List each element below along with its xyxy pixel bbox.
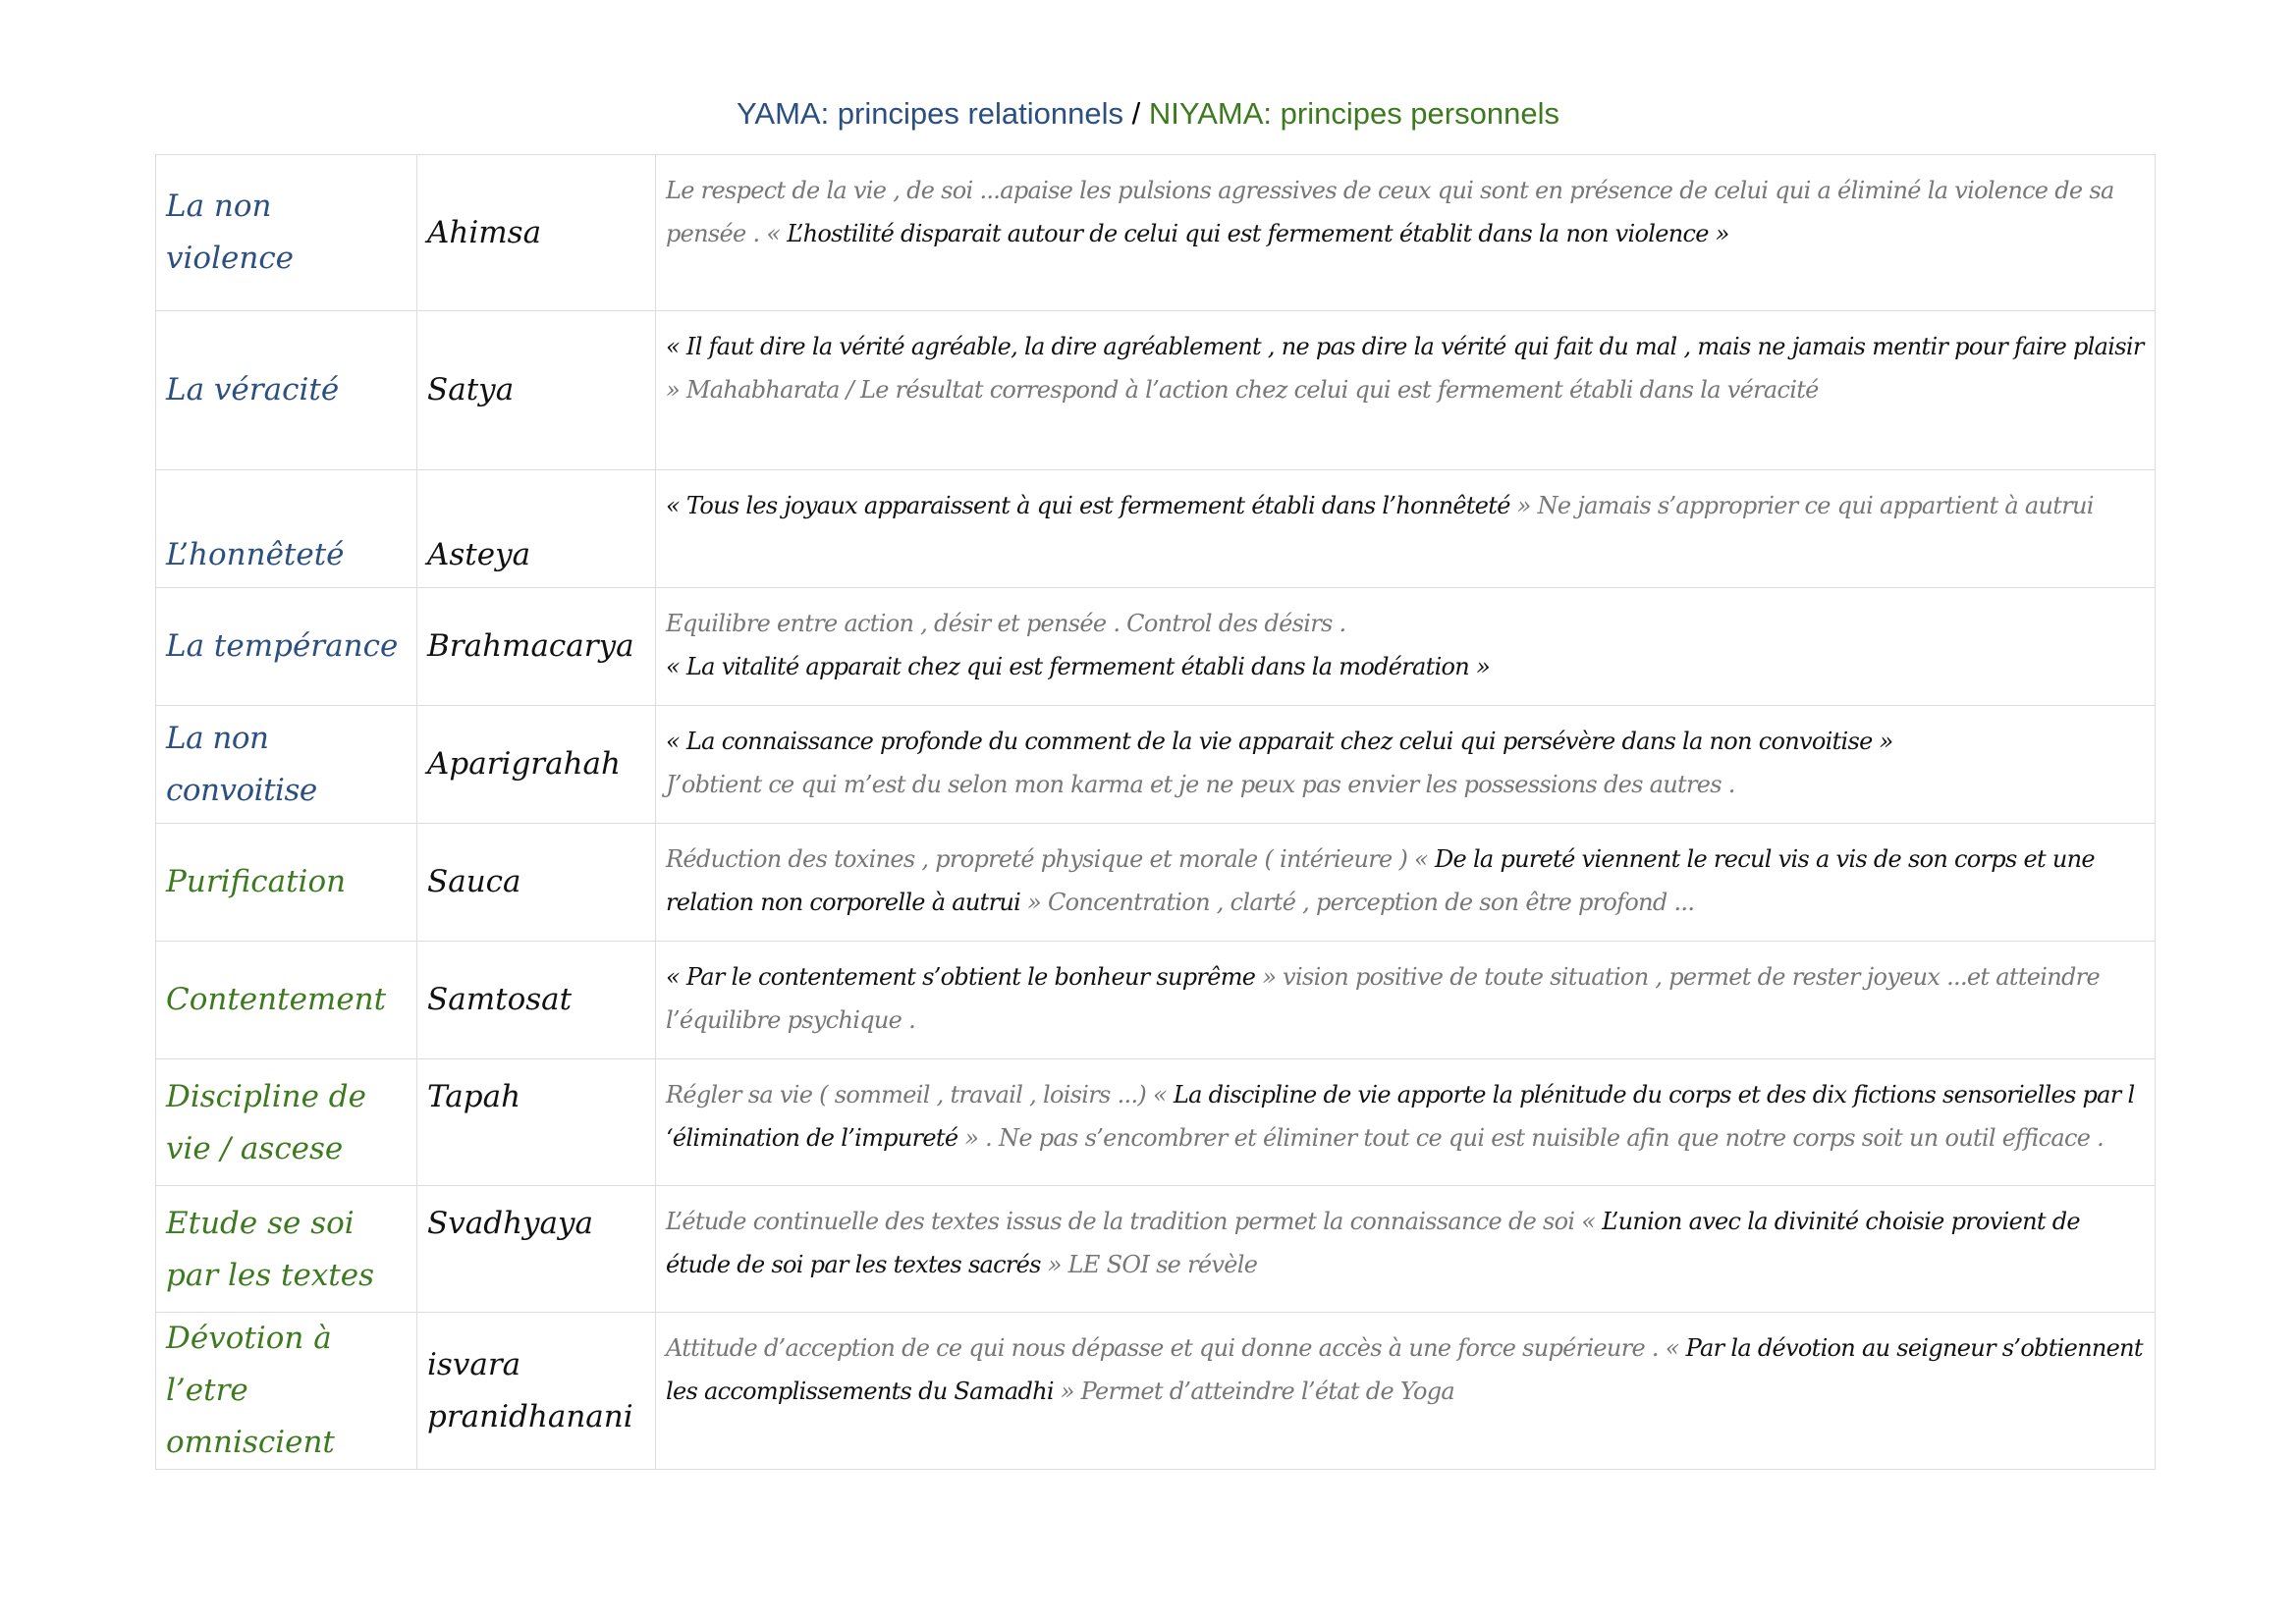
- description-commentary: » Ne jamais s’approprier ce qui appartient à autrui: [1509, 492, 2094, 519]
- principles-table: [155, 154, 2156, 1470]
- description-commentary: » Mahabharata / Le résultat correspond à l’action chez celui qui est fermement établi dans la véracité: [666, 376, 1819, 404]
- principle-sanskrit-name: Ahimsa: [417, 155, 656, 311]
- principle-description: [656, 311, 2156, 470]
- table-row: [156, 706, 2156, 824]
- principle-description: [656, 470, 2156, 588]
- description-commentary: » . Ne pas s’encombrer et éliminer tout ce qui est nuisible afin que notre corps soit un outil efficace .: [957, 1124, 2105, 1152]
- principle-description: [656, 706, 2156, 824]
- table-row: [156, 470, 2156, 588]
- description-commentary: L’étude continuelle des textes issus de la tradition permet la connaissance de soi «: [666, 1208, 1603, 1235]
- principle-description: [656, 155, 2156, 311]
- principle-sanskrit-name: Brahmacarya: [417, 588, 656, 706]
- principle-sanskrit-name: Tapah: [417, 1059, 656, 1186]
- principle-french-name: Etude se soi par les textes: [156, 1186, 417, 1313]
- table-row: [156, 942, 2156, 1059]
- description-quote: « Il faut dire la vérité agréable, la dire agréablement , ne pas dire la vérité qui fait du mal , mais ne jamais mentir pour faire plaisir: [666, 333, 2144, 360]
- description-commentary: » Permet d’atteindre l’état de Yoga: [1053, 1378, 1454, 1405]
- description-quote: De la pureté viennent le recul vis a vis de son corps et une relation non corporelle à autrui: [666, 845, 2095, 916]
- title-separator: /: [1123, 96, 1149, 131]
- table-row: [156, 1059, 2156, 1186]
- principle-french-name: La véracité: [156, 311, 417, 470]
- table-row: [156, 311, 2156, 470]
- description-quote: L’hostilité disparait autour de celui qui est fermement établit dans la non violence »: [787, 220, 1729, 247]
- description-commentary: » vision positive de toute situation , permet de rester joyeux ...et atteindre l’équilibre psychique .: [666, 963, 2100, 1034]
- table-row: [156, 1186, 2156, 1313]
- principle-sanskrit-name: Samtosat: [417, 942, 656, 1059]
- principle-french-name: Contentement: [156, 942, 417, 1059]
- principle-sanskrit-name: Sauca: [417, 824, 656, 942]
- description-commentary: » Concentration , clarté , perception de son être profond ...: [1020, 889, 1695, 916]
- description-commentary: Régler sa vie ( sommeil , travail , loisirs ...) «: [666, 1081, 1174, 1108]
- description-quote: « La connaissance profonde du comment de la vie apparait chez celui qui persévère dans la non convoitise »: [666, 728, 1893, 755]
- principle-french-name: La non violence: [156, 155, 417, 311]
- description-quote: La discipline de vie apporte la plénitude du corps et des dix fictions sensorielles par l ‘élimination de l’impureté: [666, 1081, 2135, 1152]
- principle-french-name: La non convoitise: [156, 706, 417, 824]
- principle-french-name: Purification: [156, 824, 417, 942]
- table-row: [156, 1313, 2156, 1470]
- title-niyama: NIYAMA: principes personnels: [1148, 96, 1559, 131]
- principle-description: [656, 942, 2156, 1059]
- title-yama: YAMA: principes relationnels: [737, 96, 1124, 131]
- description-quote: Par la dévotion au seigneur s’obtiennent les accomplissements du Samadhi: [666, 1334, 2143, 1405]
- description-commentary: » LE SOI se révèle: [1040, 1251, 1258, 1278]
- table-row: [156, 155, 2156, 311]
- principle-sanskrit-name: Svadhyaya: [417, 1186, 656, 1313]
- table-row: [156, 824, 2156, 942]
- principle-sanskrit-name: isvara pranidhanani: [417, 1313, 656, 1470]
- principle-description: [656, 588, 2156, 706]
- principle-description: [656, 1186, 2156, 1313]
- principle-description: [656, 1313, 2156, 1470]
- description-quote: « Tous les joyaux apparaissent à qui est fermement établi dans l’honnêteté: [666, 492, 1510, 519]
- principle-description: [656, 824, 2156, 942]
- principle-sanskrit-name: Satya: [417, 311, 656, 470]
- description-commentary: Attitude d’acception de ce qui nous dépasse et qui donne accès à une force supérieure . «: [666, 1334, 1686, 1362]
- description-commentary: Equilibre entre action , désir et pensée . Control des désirs .: [666, 610, 1346, 637]
- page-title: [0, 94, 2296, 134]
- description-commentary: Réduction des toxines , propreté physique et morale ( intérieure ) «: [666, 845, 1435, 873]
- principle-french-name: Discipline de vie / ascese: [156, 1059, 417, 1186]
- description-commentary: J’obtient ce qui m’est du selon mon karma et je ne peux pas envier les possessions des autres .: [666, 771, 1735, 798]
- principle-sanskrit-name: Aparigrahah: [417, 706, 656, 824]
- description-commentary: Le respect de la vie , de soi ...apaise les pulsions agressives de ceux qui sont en présence de celui qui a éliminé la violence de sa pensée . «: [666, 177, 2114, 247]
- table-row: [156, 588, 2156, 706]
- description-quote: « Par le contentement s’obtient le bonheur suprême: [666, 963, 1256, 991]
- description-quote: L’union avec la divinité choisie provient de étude de soi par les textes sacrés: [666, 1208, 2080, 1278]
- principle-french-name: L’honnêteté: [156, 470, 417, 588]
- principle-sanskrit-name: Asteya: [417, 470, 656, 588]
- principle-description: [656, 1059, 2156, 1186]
- principle-french-name: Dévotion à l’etre omniscient: [156, 1313, 417, 1470]
- principle-french-name: La tempérance: [156, 588, 417, 706]
- description-quote: « La vitalité apparait chez qui est fermement établi dans la modération »: [666, 653, 1490, 680]
